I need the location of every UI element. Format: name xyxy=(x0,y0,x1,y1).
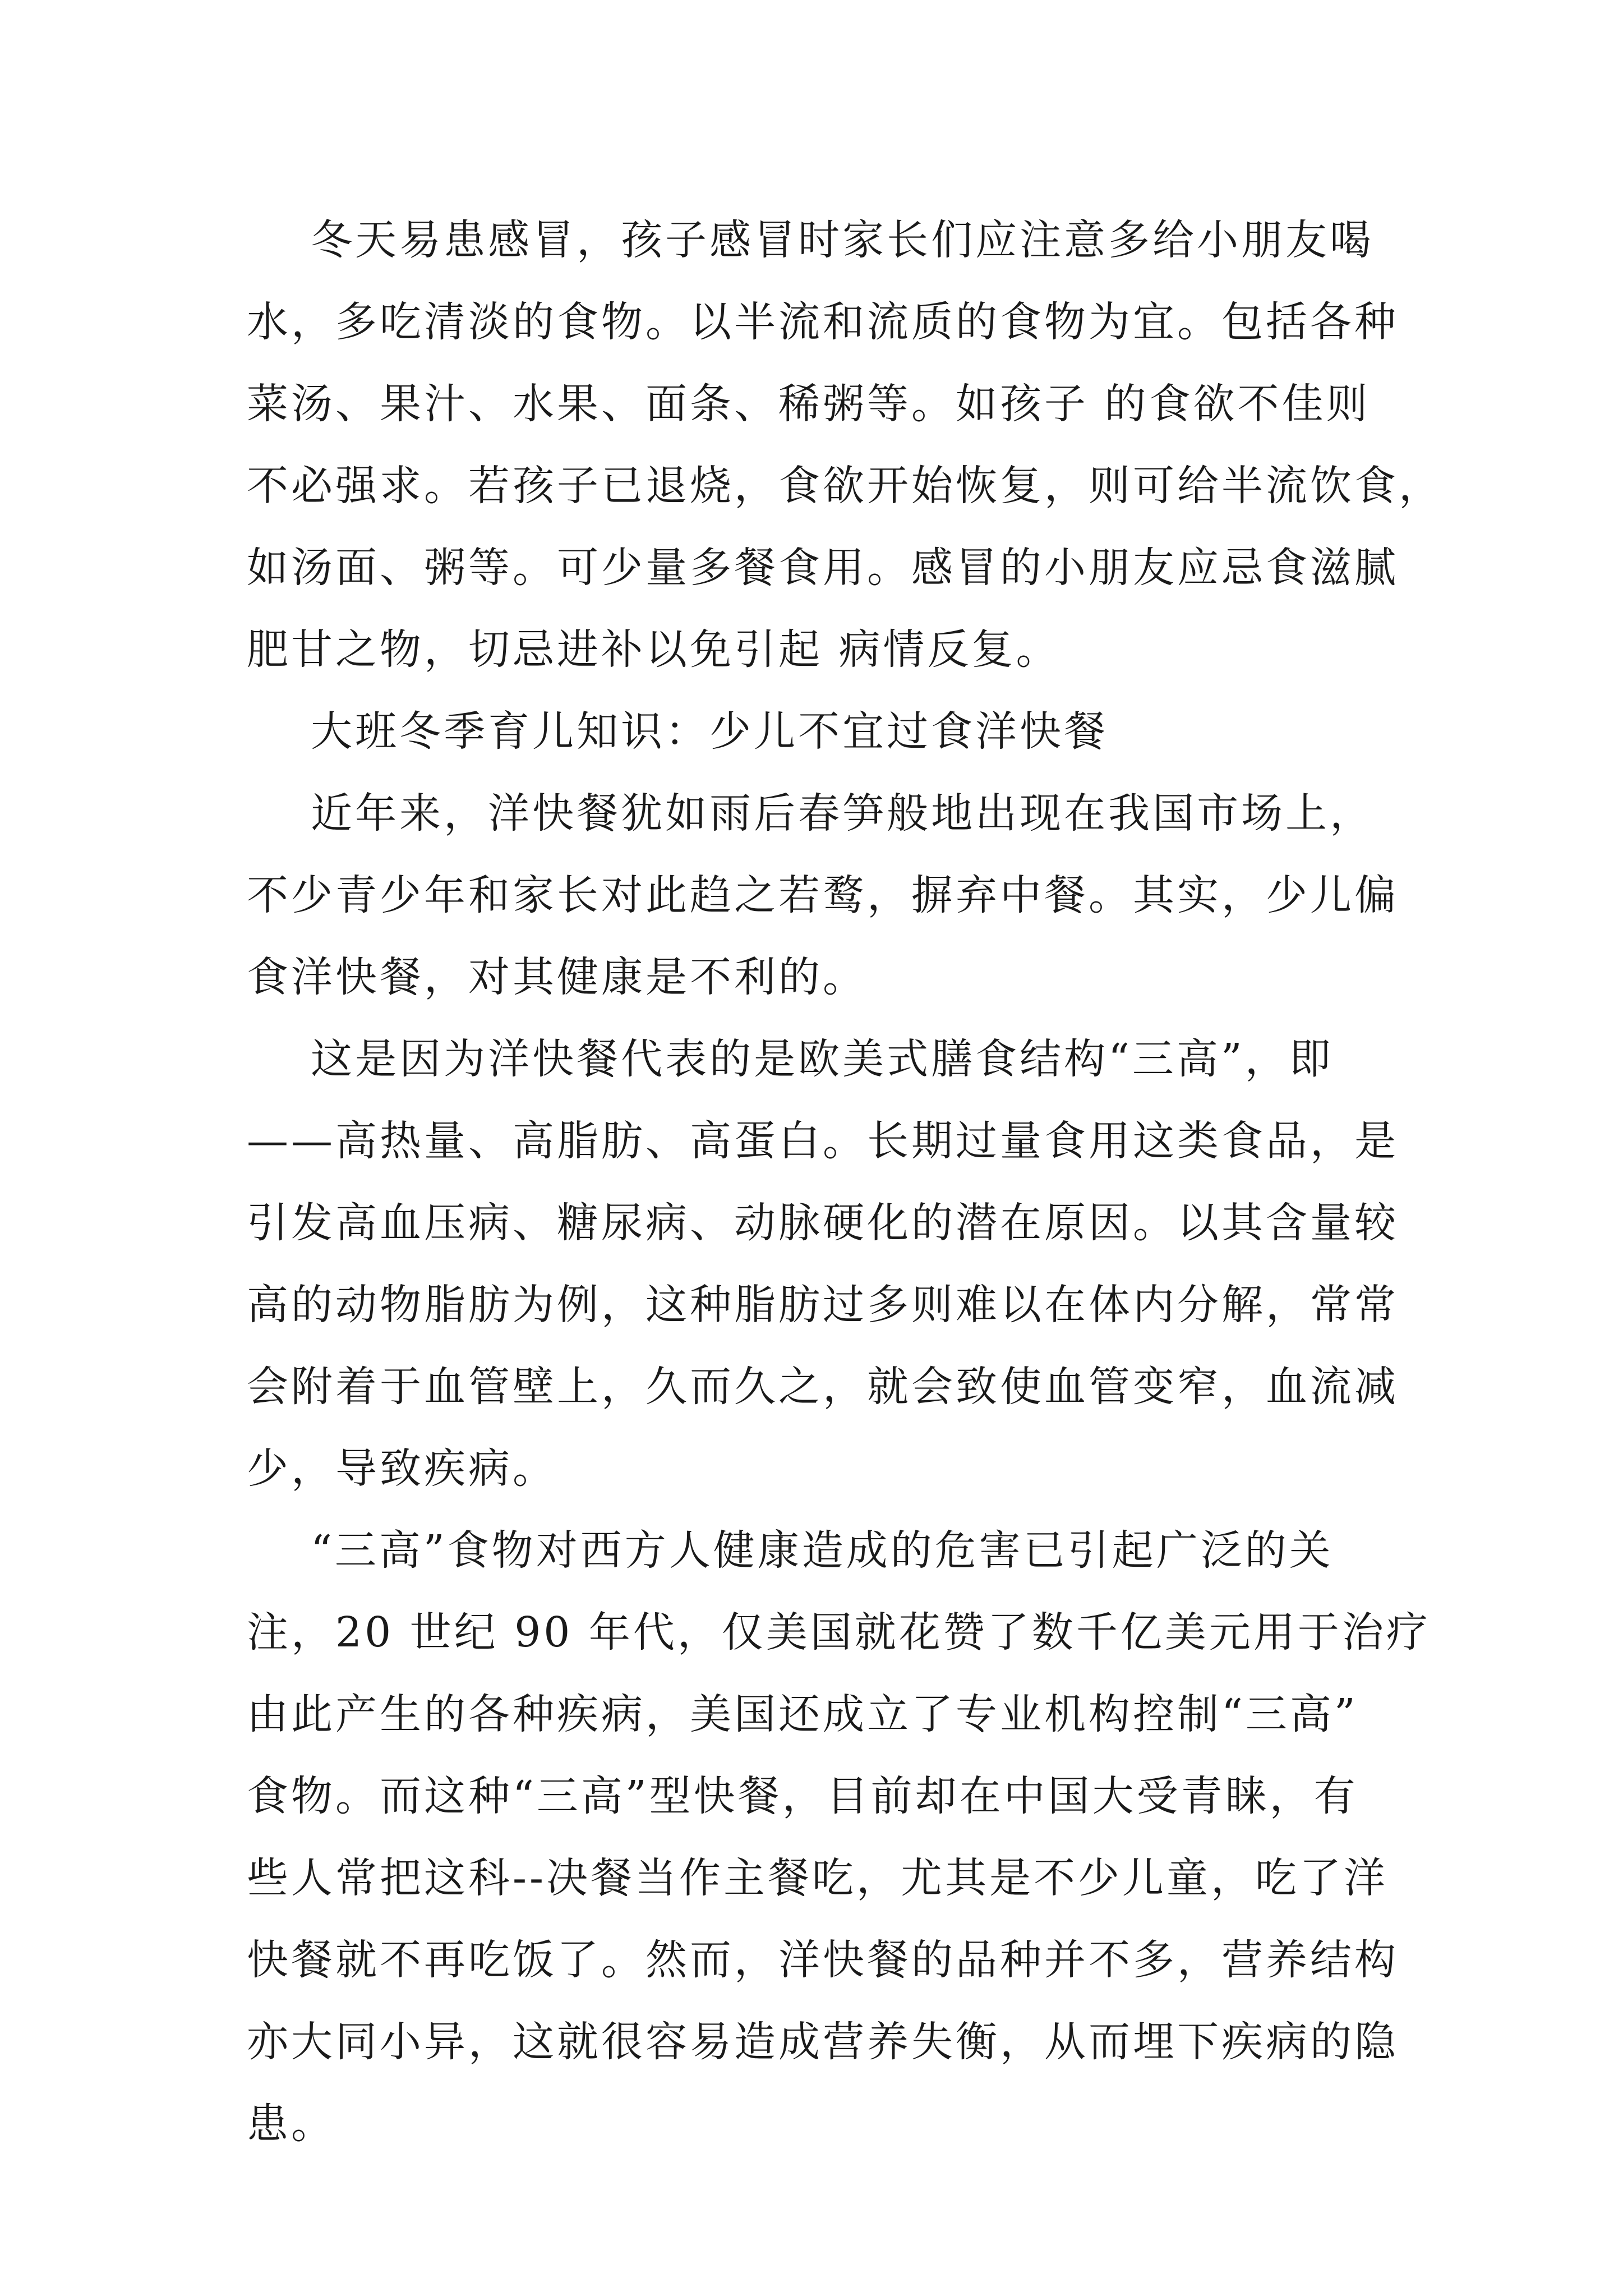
text-line: 些人常把这科--决餐当作主餐吃，尤其是不少儿童，吃了洋 xyxy=(247,1854,1389,1902)
text-line: 菜汤、果汁、水果、面条、稀粥等。如孩子 的食欲不佳则 xyxy=(247,380,1371,428)
text-line: 由此产生的各种疾病，美国还成立了专业机构控制“三高” xyxy=(247,1690,1358,1738)
document-body xyxy=(247,199,1443,2165)
text-line: 水，多吃清淡的食物。以半流和流质的食物为宜。包括各种 xyxy=(247,298,1399,346)
text-line: 食物。而这种“三高”型快餐，目前却在中国大受青睐，有 xyxy=(247,1772,1358,1820)
text-line: 会附着于血管壁上，久而久之，就会致使血管变窄，血流减 xyxy=(247,1363,1399,1411)
text-line: 亦大同小异，这就很容易造成营养失衡，从而埋下疾病的隐 xyxy=(247,2018,1399,2066)
text-line: ——高热量、高脂肪、高蛋白。长期过量食用这类食品，是 xyxy=(247,1117,1399,1165)
text-line: 高的动物脂肪为例，这种脂肪过多则难以在体内分解，常常 xyxy=(247,1281,1399,1329)
text-line: 引发高血压病、糖尿病、动脉硬化的潜在原因。以其含量较 xyxy=(247,1199,1399,1247)
text-line: 注，20 世纪 90 年代，仅美国就花赞了数千亿美元用于治疗 xyxy=(247,1608,1431,1657)
text-line: 冬天易患感冒，孩子感冒时家长们应注意多给小朋友喝 xyxy=(247,216,1375,264)
text-line: 患。 xyxy=(247,2100,335,2148)
text-line: 近年来，洋快餐犹如雨后春笋般地出现在我国市场上， xyxy=(247,789,1375,838)
text-line: 如汤面、粥等。可少量多餐食用。感冒的小朋友应忌食滋腻 xyxy=(247,544,1399,592)
text-line: 快餐就不再吃饭了。然而，洋快餐的品种并不多，营养结构 xyxy=(247,1936,1399,1984)
text-line: 肥甘之物，切忌进补以免引起 病情反复。 xyxy=(247,625,1061,674)
text-line: 不必强求。若孩子已退烧，食欲开始恢复，则可给半流饮食， xyxy=(247,462,1443,510)
section-heading: 大班冬季育儿知识：少儿不宜过食洋快餐 xyxy=(247,707,1109,756)
text-line: “三高”食物对西方人健康造成的危害已引起广泛的关 xyxy=(247,1526,1334,1575)
text-line: 少，导致疾病。 xyxy=(247,1444,557,1493)
text-line: 不少青少年和家长对此趋之若鹜，摒弃中餐。其实，少儿偏 xyxy=(247,871,1399,919)
text-line: 这是因为洋快餐代表的是欧美式膳食结构“三高”，即 xyxy=(247,1035,1334,1083)
text-line: 食洋快餐，对其健康是不利的。 xyxy=(247,953,867,1001)
